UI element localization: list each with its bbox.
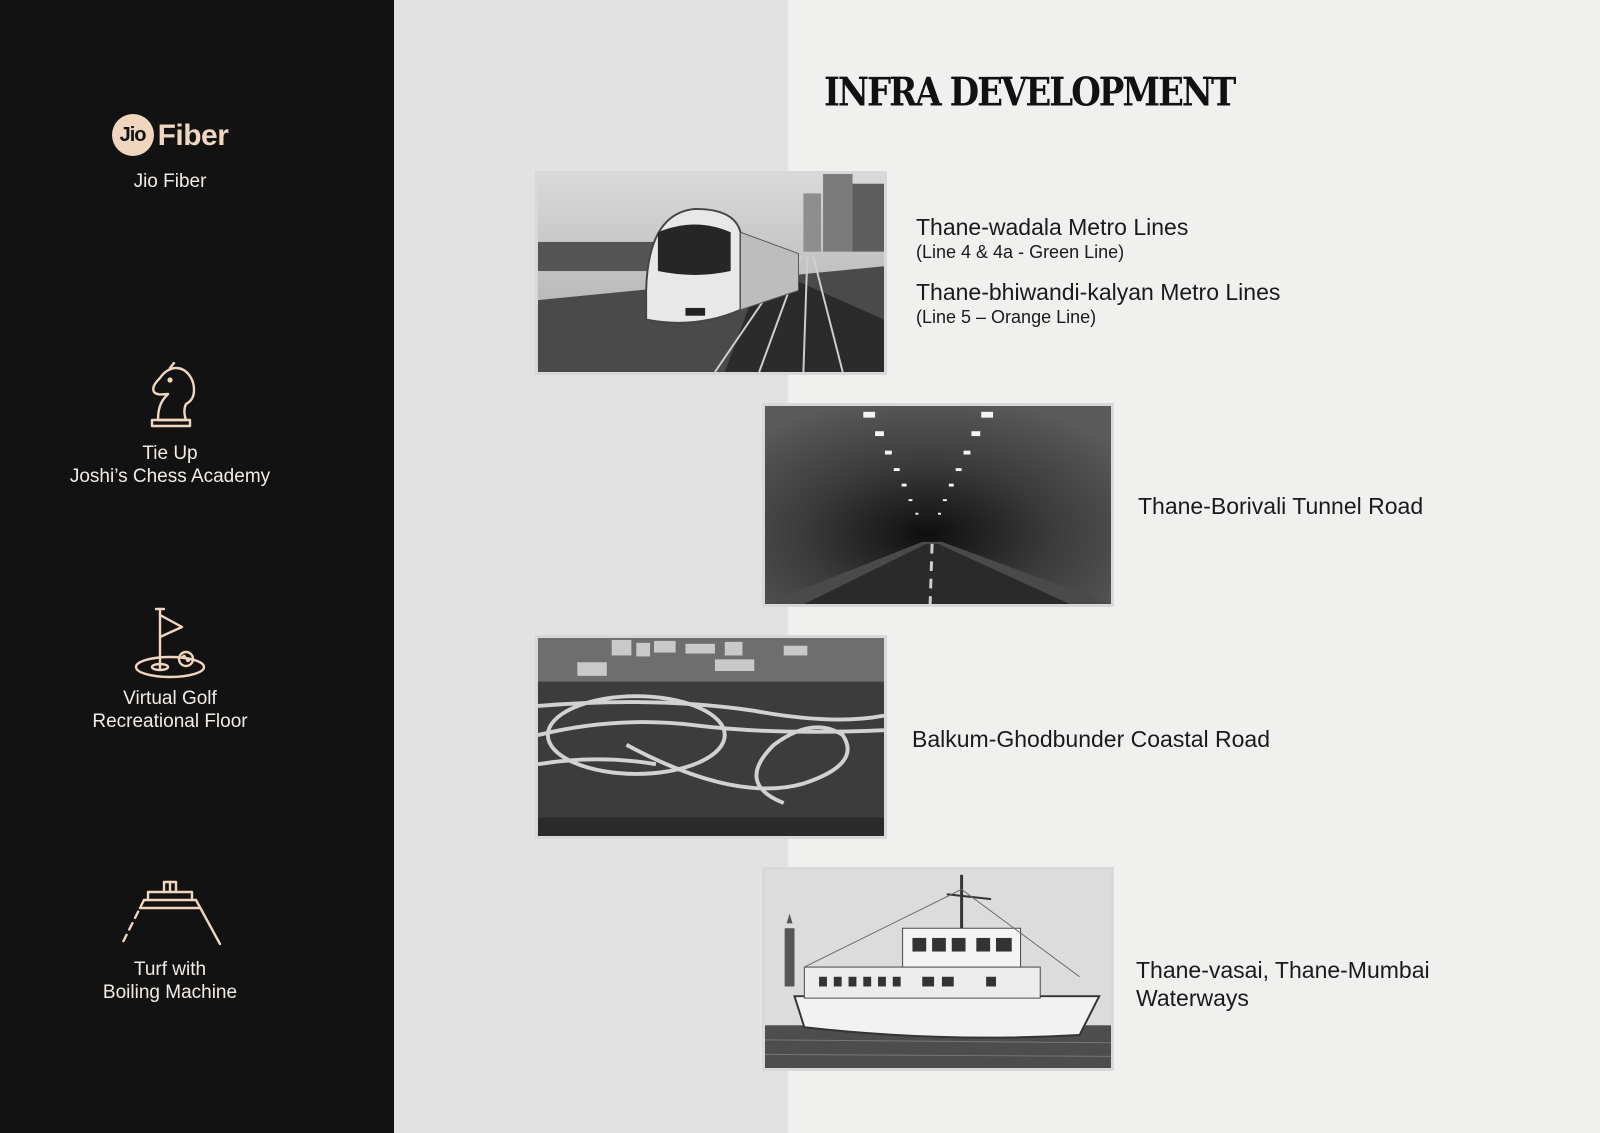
metro-line-5-subtitle: (Line 5 – Orange Line) <box>916 307 1097 327</box>
amenity-jio-fiber <box>0 114 340 193</box>
golf-flag-icon <box>130 607 210 679</box>
amenity-label: Turf with <box>133 959 207 980</box>
metro-line-4-caption <box>916 213 1188 263</box>
amenity-label: Virtual Golf <box>123 688 217 709</box>
fiber-logo-text: Fiber <box>157 118 229 152</box>
tunnel-road-image <box>765 406 1111 604</box>
metro-line-5-caption <box>916 278 1280 328</box>
amenity-label: Recreational Floor <box>92 711 248 732</box>
turf-field-icon <box>114 880 226 950</box>
amenity-chess-academy <box>0 362 340 488</box>
jio-fiber-logo <box>0 114 340 156</box>
jio-logo-circle: Jio <box>112 114 154 156</box>
coastal-road-image <box>538 638 884 836</box>
ferry-boat-image <box>765 870 1111 1068</box>
metro-line-4-title: Thane-wadala Metro Lines <box>916 214 1189 240</box>
metro-line-4-subtitle: (Line 4 & 4a - Green Line) <box>916 242 1125 262</box>
page-title: INFRA DEVELOPMENT <box>824 70 1235 116</box>
tunnel-photo <box>762 403 1114 607</box>
amenity-label: Tie Up <box>142 443 198 464</box>
tunnel-caption: Thane-Borivali Tunnel Road <box>1138 493 1424 519</box>
mid-background-band <box>394 0 788 1133</box>
ferry-photo <box>762 867 1114 1071</box>
amenity-label: Joshi’s Chess Academy <box>69 466 271 487</box>
amenity-label: Jio Fiber <box>133 171 207 192</box>
waterways-line-1: Thane-vasai, Thane-Mumbai <box>1136 957 1430 983</box>
coastal-road-photo <box>535 635 887 839</box>
waterways-caption <box>1136 956 1430 1012</box>
metro-photo <box>535 171 887 375</box>
amenity-label: Boiling Machine <box>102 982 238 1003</box>
metro-train-image <box>538 174 884 372</box>
metro-line-5-title: Thane-bhiwandi-kalyan Metro Lines <box>916 279 1281 305</box>
waterways-line-2: Waterways <box>1136 985 1249 1011</box>
coastal-road-caption: Balkum-Ghodbunder Coastal Road <box>912 726 1270 752</box>
chess-knight-icon <box>140 362 200 434</box>
amenity-turf <box>0 880 340 1004</box>
amenity-virtual-golf <box>0 607 340 733</box>
